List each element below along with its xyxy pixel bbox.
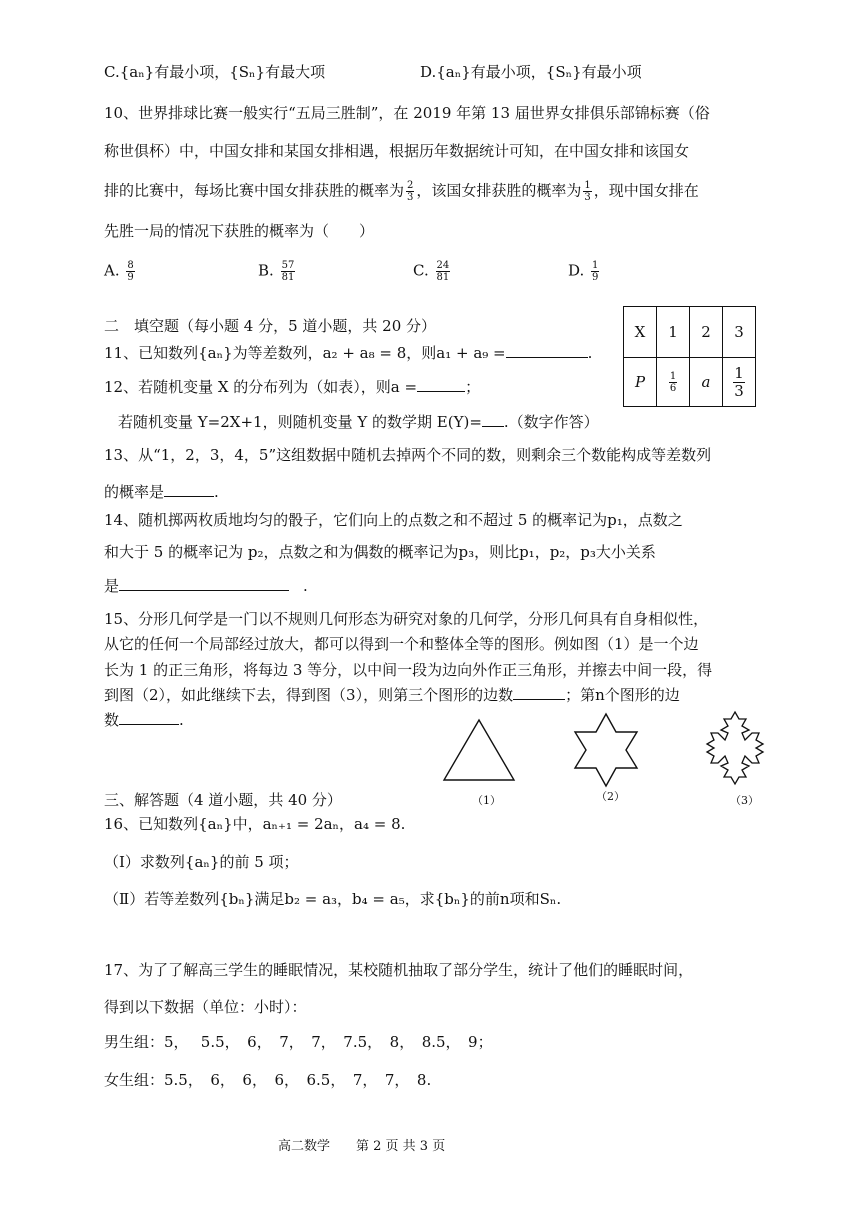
- frac-den: 9: [592, 272, 599, 283]
- q15-answer-blank-nth[interactable]: [119, 710, 179, 725]
- q15-line4-b: ；第n个图形的边: [565, 686, 680, 704]
- table-cell: [624, 358, 657, 407]
- q15-line5: [104, 710, 184, 730]
- q10-line3-b: ，该国女排获胜的概率为: [416, 181, 582, 200]
- q12-line2-text: 若随机变量 Y=2X+1，则随机变量 Y 的数学期 E(Y)=: [118, 413, 482, 431]
- q13-answer-blank[interactable]: [164, 482, 214, 497]
- frac-num: 1: [592, 260, 599, 271]
- table-cell: [657, 358, 690, 407]
- option-label: A.: [104, 261, 120, 280]
- frac-den: 9: [127, 272, 134, 283]
- q15-line3: 长为 1 的正三角形，将每边 3 等分，以中间一段为边向外作正三角形，并擦去中间一段，得: [104, 661, 713, 679]
- q13-line2: [104, 482, 219, 502]
- figure-3-caption: （3）: [730, 794, 759, 807]
- distribution-table: [623, 306, 756, 407]
- option-fraction: [281, 260, 296, 283]
- q15-line1: 15、分形几何学是一门以不规则几何形态为研究对象的几何学，分形几何具有自身相似性，: [104, 610, 709, 628]
- q12-line2: [118, 412, 599, 432]
- q17-line1: 17、为了了解高三学生的睡眠情况，某校随机抽取了部分学生，统计了他们的睡眠时间，: [104, 961, 694, 979]
- q11-end: .: [587, 344, 593, 362]
- q16-part2: （Ⅱ）若等差数列{bₙ}满足b₂ = a₃，b₄ = a₅，求{bₙ}的前n项和Sₙ.: [104, 890, 562, 908]
- table-row: [624, 358, 756, 407]
- option-fraction: [436, 260, 451, 283]
- option-fraction: [591, 260, 599, 283]
- q15-line4-a: 到图（2），如此继续下去，得到图（3），则第三个图形的边数: [104, 686, 514, 704]
- q11-text: 11、已知数列{aₙ}为等差数列，a₂ + a₈ = 8，则a₁ + a₉ =: [104, 344, 506, 362]
- q13-end: .: [214, 483, 219, 501]
- frac-num: 1: [734, 363, 744, 382]
- section2-heading: 二 填空题（每小题 4 分，5 道小题，共 20 分）: [104, 317, 437, 335]
- q10-line4: 先胜一局的情况下获胜的概率为（ ）: [104, 222, 375, 240]
- figure-1-caption: （1）: [472, 794, 501, 807]
- q12: [104, 377, 480, 397]
- q16-part1: （Ⅰ）求数列{aₙ}的前 5 项；: [104, 853, 299, 871]
- q16-line1: 16、已知数列{aₙ}中，aₙ₊₁ = 2aₙ，a₄ = 8.: [104, 815, 406, 833]
- section3-heading: 三、解答题（4 道小题，共 40 分）: [104, 791, 342, 809]
- q15-line4: [104, 685, 680, 705]
- q11: [104, 343, 592, 363]
- frac-den: 81: [281, 272, 295, 283]
- q10-option-d: [568, 260, 601, 283]
- figure-2-caption: （2）: [596, 790, 625, 803]
- q14-end: .: [303, 577, 308, 595]
- frac-num: 2: [407, 180, 414, 191]
- q10-line3: [104, 180, 699, 203]
- q10-line3-a: 排的比赛中，每场比赛中国女排获胜的概率为: [104, 181, 405, 200]
- table-cell: [690, 358, 723, 407]
- table-cell: 1: [657, 307, 690, 358]
- q14-answer-blank[interactable]: [119, 576, 289, 591]
- q14-line2: 和大于 5 的概率记为 p₂，点数之和为偶数的概率记为p₃，则比p₁，p₂，p₃大小关系: [104, 543, 656, 561]
- frac-num: 24: [436, 260, 450, 271]
- q12-text: 12、若随机变量 X 的分布列为（如表），则a =: [104, 378, 418, 396]
- q15-answer-blank-3rd[interactable]: [513, 685, 565, 700]
- q10-line1: 10、世界排球比赛一般实行“五局三胜制”，在 2019 年第 13 届世界女排俱乐部锦标赛（俗: [104, 104, 710, 122]
- option-label: D.: [568, 261, 585, 280]
- table-cell: 2: [690, 307, 723, 358]
- q10-fraction-other: [583, 180, 591, 203]
- q17-line2: 得到以下数据（单位：小时）：: [104, 998, 307, 1016]
- q10-line2: 称世俱杯）中，中国女排和某国女排相遇，根据历年数据统计可知，在中国女排和该国女: [104, 142, 690, 160]
- q10-option-a: [104, 260, 137, 283]
- table-cell: X: [624, 307, 657, 358]
- p-label: P: [634, 373, 646, 391]
- frac-den: 3: [407, 192, 414, 203]
- page-footer: 高二数学 第 2 页 共 3 页: [278, 1139, 446, 1154]
- frac-num: 57: [281, 260, 295, 271]
- table-cell: 3: [723, 307, 756, 358]
- frac-num: 1: [669, 370, 677, 382]
- q10-line3-c: ，现中国女排在: [593, 181, 699, 200]
- q11-answer-blank[interactable]: [506, 343, 588, 358]
- option-label: B.: [258, 261, 274, 280]
- table-row: [624, 307, 756, 358]
- q15-line5-end: .: [179, 711, 184, 729]
- q12-end: ；: [465, 378, 481, 396]
- q10-fraction-china: [406, 180, 414, 203]
- figure-3-snowflake: [694, 708, 776, 790]
- q12-answer-blank-ey[interactable]: [482, 412, 504, 427]
- figure-2-star: [566, 710, 646, 790]
- q15-line5-text: 数: [104, 711, 120, 729]
- q10-option-b: [258, 260, 297, 283]
- q13-line2-text: 的概率是: [104, 483, 165, 501]
- q9-option-c: C.{aₙ}有最小项，{Sₙ}有最大项: [104, 63, 326, 81]
- frac-den: 3: [734, 381, 744, 400]
- q9-option-d: D.{aₙ}有最小项，{Sₙ}有最小项: [420, 63, 642, 81]
- q15-line2: 从它的任何一个局部经过放大，都可以得到一个和整体全等的图形。例如图（1）是一个边: [104, 635, 699, 653]
- q14-line1: 14、随机掷两枚质地均匀的骰子，它们向上的点数之和不超过 5 的概率记为p₁，点数之: [104, 511, 683, 529]
- q12-line2-end: .（数字作答）: [503, 413, 599, 431]
- figure-1-triangle: [440, 716, 518, 784]
- table-cell: [723, 358, 756, 407]
- frac-den: 6: [669, 382, 677, 394]
- q14-line3-text: 是: [104, 577, 120, 595]
- frac-num: 8: [127, 260, 134, 271]
- frac-den: 81: [436, 272, 450, 283]
- q12-answer-blank-a[interactable]: [417, 377, 465, 392]
- p1-fraction: [669, 371, 677, 394]
- q17-girls-data: 女生组：5.5， 6， 6， 6， 6.5， 7， 7， 8.: [104, 1071, 432, 1089]
- option-fraction: [126, 260, 134, 283]
- q14-line3: [104, 576, 308, 596]
- q13-line1: 13、从“1，2，3，4，5”这组数据中随机去掉两个不同的数，则剩余三个数能构成等差数列: [104, 446, 712, 464]
- q10-option-c: [413, 260, 452, 283]
- p2-value: a: [701, 373, 711, 391]
- frac-num: 1: [584, 180, 591, 191]
- q17-boys-data: 男生组：5， 5.5， 6， 7， 7， 7.5， 8， 8.5， 9；: [104, 1033, 493, 1051]
- option-label: C.: [413, 261, 429, 280]
- p3-fraction: [733, 365, 745, 400]
- frac-den: 3: [584, 192, 591, 203]
